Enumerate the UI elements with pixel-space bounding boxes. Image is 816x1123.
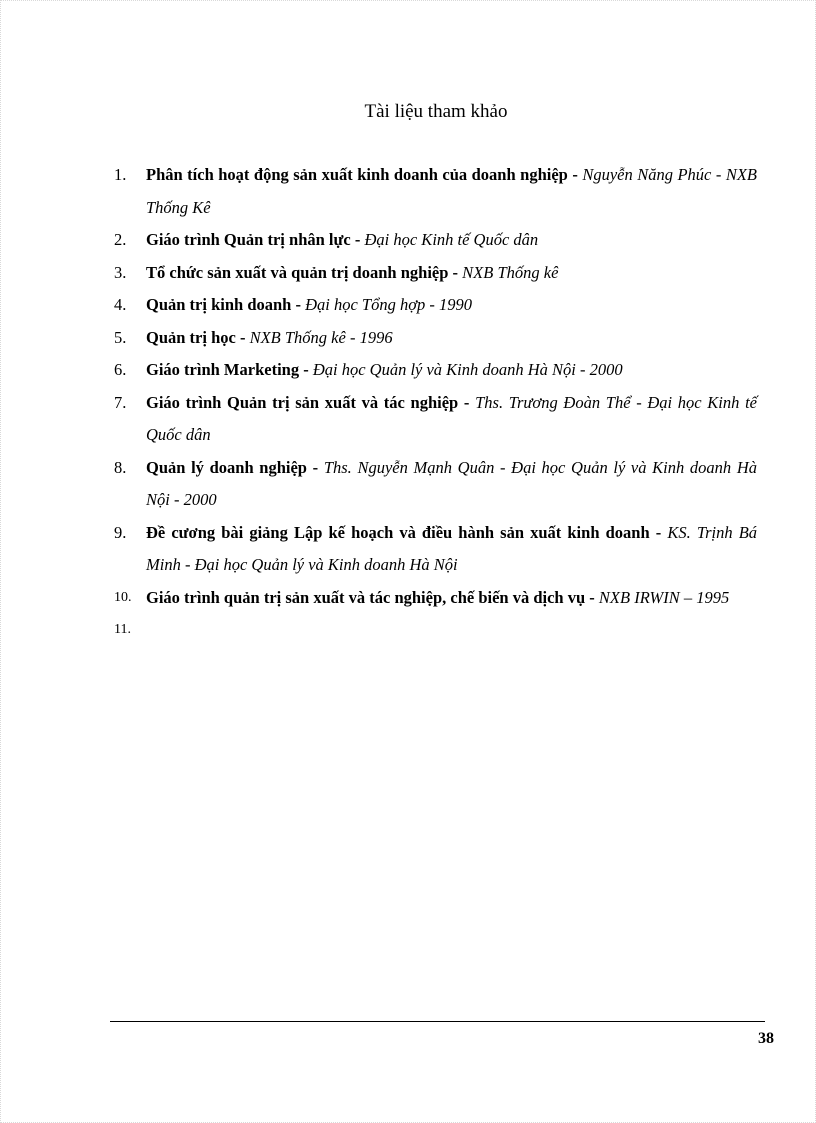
reference-number: 4. bbox=[114, 295, 127, 314]
reference-title: Đề cương bài giảng Lập kế hoạch và điều hành sản xuất kinh doanh bbox=[146, 522, 650, 542]
reference-title: Quản trị kinh doanh bbox=[146, 295, 292, 314]
reference-item-9 bbox=[114, 517, 757, 582]
reference-number: 7. bbox=[114, 392, 127, 412]
reference-separator: - bbox=[458, 392, 476, 412]
reference-source: NXB Thống kê - 1996 bbox=[249, 327, 393, 347]
reference-title: Giáo trình Marketing bbox=[146, 360, 304, 379]
reference-list bbox=[114, 159, 757, 647]
footer-divider bbox=[110, 1021, 765, 1022]
reference-title: Giáo trình quản trị sản xuất và tác nghiệp, chế biến và dịch vụ bbox=[146, 587, 586, 607]
reference-title: Quản trị học bbox=[146, 327, 236, 347]
reference-source: Nguyễn Năng Phúc - NXB Thống Kê bbox=[146, 165, 757, 217]
reference-title: Giáo trình Quản trị sản xuất và tác nghiệp bbox=[146, 392, 459, 412]
reference-item-11 bbox=[114, 614, 757, 647]
reference-item-10 bbox=[114, 582, 757, 615]
reference-source: Đại học Quản lý và Kinh doanh Hà Nội - 2000 bbox=[312, 360, 623, 379]
reference-number: 2. bbox=[114, 230, 127, 249]
reference-separator: - bbox=[303, 360, 313, 379]
reference-title: Phân tích hoạt động sản xuất kinh doanh của doanh nghiệp bbox=[146, 165, 568, 184]
reference-separator: - bbox=[235, 327, 250, 347]
reference-item-6 bbox=[114, 354, 757, 387]
reference-separator: - bbox=[448, 262, 463, 282]
reference-source: Đại học Kinh tế Quốc dân bbox=[364, 230, 539, 249]
reference-item-2 bbox=[114, 224, 757, 257]
reference-source: NXB Thống kê bbox=[462, 262, 559, 282]
reference-separator: - bbox=[350, 230, 365, 249]
reference-number: 6. bbox=[114, 360, 127, 379]
reference-separator: - bbox=[649, 522, 668, 542]
reference-item-8 bbox=[114, 452, 757, 517]
reference-item-1 bbox=[114, 159, 757, 224]
reference-source: Đại học Tổng hợp - 1990 bbox=[305, 295, 473, 314]
page-title: Tài liệu tham khảo bbox=[364, 101, 508, 122]
reference-number: 3. bbox=[114, 262, 127, 282]
reference-item-5 bbox=[114, 322, 757, 355]
reference-number: 11. bbox=[114, 622, 131, 637]
reference-number: 8. bbox=[114, 457, 127, 477]
reference-number: 1. bbox=[114, 165, 127, 184]
reference-item-3 bbox=[114, 257, 757, 290]
reference-source: NXB IRWIN – 1995 bbox=[598, 587, 730, 607]
reference-number: 10. bbox=[114, 589, 132, 605]
reference-source: KS. Trịnh Bá Minh - Đại học Quản lý và Kinh doanh Hà Nội bbox=[146, 522, 758, 574]
reference-title: Quản lý doanh nghiệp bbox=[146, 457, 307, 477]
reference-separator: - bbox=[291, 295, 306, 314]
reference-source: Ths. Nguyễn Mạnh Quân - Đại học Quản lý và Kinh doanh Hà Nội - 2000 bbox=[146, 457, 757, 509]
reference-item-4 bbox=[114, 289, 757, 322]
reference-number: 9. bbox=[114, 522, 127, 542]
reference-source: Ths. Trương Đoàn Thể - Đại học Kinh tế Quốc dân bbox=[146, 392, 757, 444]
reference-item-7 bbox=[114, 387, 757, 452]
reference-number: 5. bbox=[114, 327, 127, 347]
reference-title: Tổ chức sản xuất và quản trị doanh nghiệp bbox=[146, 262, 449, 282]
reference-separator: - bbox=[306, 457, 324, 477]
reference-separator: - bbox=[567, 165, 583, 184]
reference-title: Giáo trình Quản trị nhân lực bbox=[146, 230, 351, 249]
page-number: 38 bbox=[758, 1030, 774, 1047]
reference-separator: - bbox=[585, 587, 599, 607]
